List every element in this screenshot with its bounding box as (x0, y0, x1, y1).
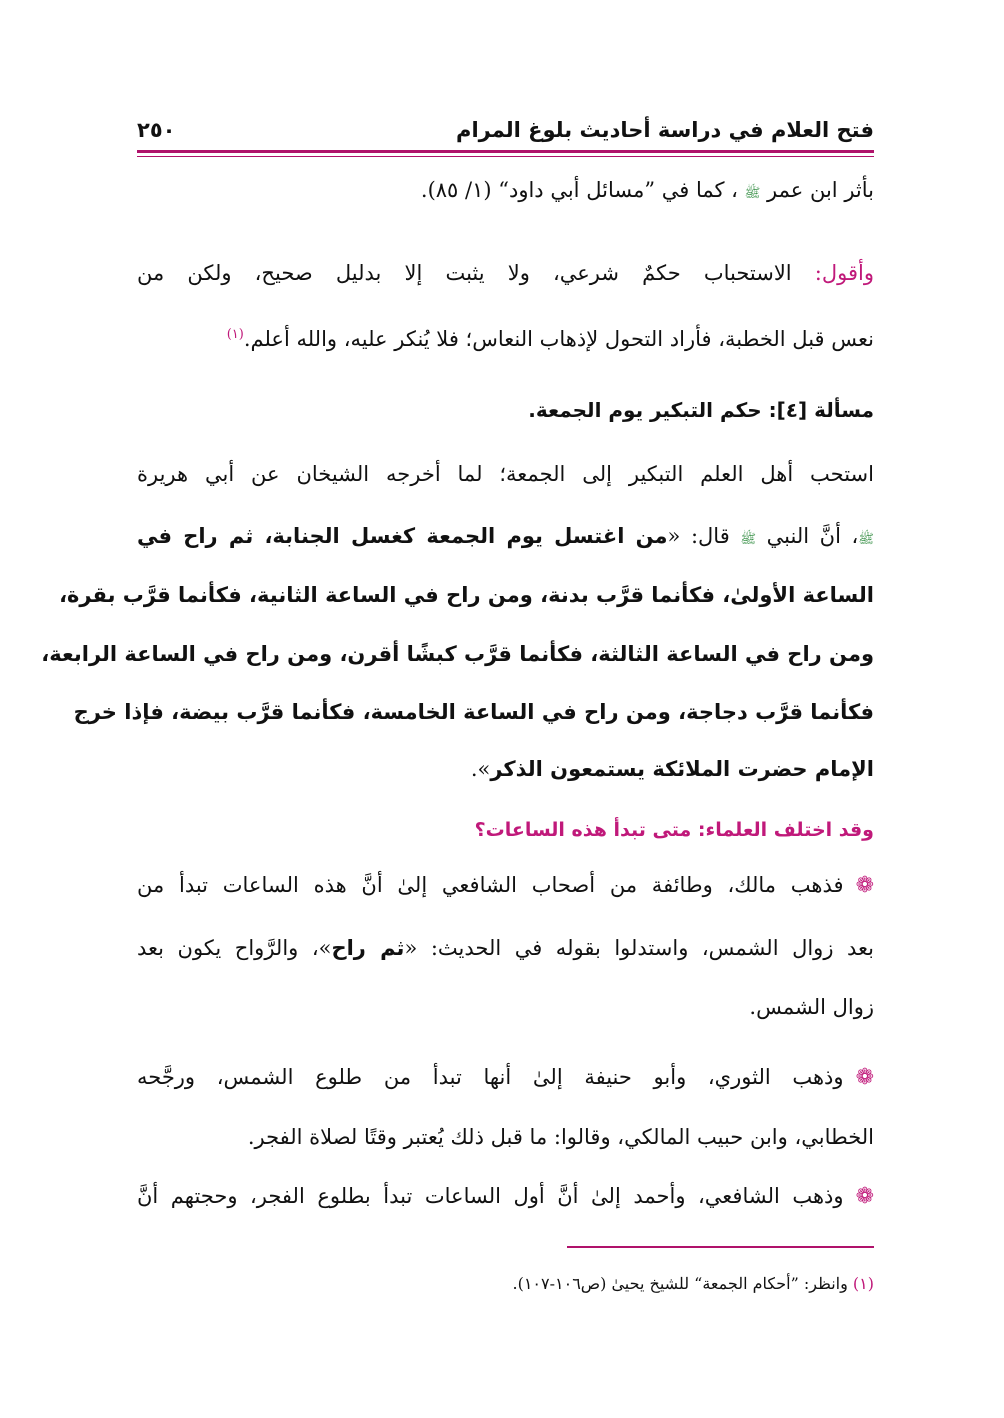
text-run: »، والرَّواح يكون بعد (137, 936, 332, 960)
sub-heading: وقد اختلف العلماء: متى تبدأ هذه الساعات؟ (474, 819, 874, 841)
text-line (227, 320, 874, 354)
bullet-line (137, 1062, 874, 1093)
text-line (421, 175, 874, 209)
heading-text: حكم التبكير يوم الجمعة. (528, 398, 769, 422)
hadith-text: ثم راح (331, 936, 405, 960)
text-line (137, 933, 874, 963)
hadith-text: فكأنما قرَّب دجاجة، ومن راح في الساعة الخامسة، فكأنما قرَّب بيضة، فإذا خرج (73, 700, 874, 724)
bullet-line (137, 870, 874, 901)
flower-bullet-icon: ❁ (855, 1065, 874, 1090)
hadith-text: من اغتسل يوم الجمعة كغسل الجنابة، ثم راح في (137, 524, 668, 548)
flower-bullet-icon: ❁ (855, 873, 874, 898)
header-rule-thick (137, 150, 874, 153)
text-line (137, 459, 874, 489)
bullet-line (137, 1181, 874, 1212)
text-run: زوال الشمس. (749, 995, 874, 1019)
text-run: بعد زوال الشمس، واستدلوا بقوله في الحديث: « (404, 936, 874, 960)
text-run: نعس قبل الخطبة، فأراد التحول لإذهاب النعاس؛ فلا يُنكر عليه، والله أعلم. (243, 327, 874, 351)
text-line (137, 521, 874, 555)
footnote-ref[interactable]: (١) (226, 327, 244, 342)
text-run: بأثر ابن عمر (767, 178, 874, 202)
text-line (59, 580, 874, 610)
text-line (471, 754, 874, 784)
text-run: فذهب مالك، وطائفة من أصحاب الشافعي إلىٰ أنَّ هذه الساعات تبدأ من (137, 873, 844, 897)
footnote-text: وانظر: ”أحكام الجمعة“ للشيخ يحيىٰ (ص١٠٦-١٠٧). (512, 1274, 853, 1293)
text-run: الاستحباب حكمٌ شرعي، ولا يثبت إلا بدليل صحيح، ولكن من (137, 261, 815, 285)
honorific-icon: ﷺ (744, 186, 761, 201)
text-run: ، أنَّ النبي (766, 524, 859, 548)
footnote-rule (567, 1246, 874, 1248)
text-line (248, 1122, 874, 1152)
text-line (749, 992, 874, 1022)
hadith-text: ومن راح في الساعة الثالثة، فكأنما قرَّب كبشًا أقرن، ومن راح في الساعة الرابعة، (41, 642, 874, 666)
text-line (41, 639, 874, 669)
text-line (73, 697, 874, 727)
text-run: وذهب الشافعي، وأحمد إلىٰ أنَّ أول الساعات تبدأ بطلوع الفجر، وحجتهم أنَّ (137, 1184, 844, 1208)
honorific-icon: ﷺ (740, 532, 757, 547)
text-run: الخطابي، وابن حبيب المالكي، وقالوا: ما قبل ذلك يُعتبر وقتًا لصلاة الفجر. (247, 1125, 874, 1149)
book-title: فتح العلام في دراسة أحاديث بلوغ المرام (456, 118, 874, 142)
section-heading (528, 395, 874, 425)
running-header (137, 118, 874, 152)
flower-bullet-icon: ❁ (855, 1184, 874, 1209)
header-rule-thin (137, 156, 874, 157)
lead-word: وأقول: (814, 261, 874, 285)
hadith-text: الساعة الأولىٰ، فكأنما قرَّب بدنة، ومن راح في الساعة الثانية، فكأنما قرَّب بقرة، (59, 583, 874, 607)
footnote (512, 1272, 874, 1296)
text-run: وذهب الثوري، وأبو حنيفة إلىٰ أنها تبدأ من طلوع الشمس، ورجَّحه (137, 1065, 844, 1089)
page-number: ٢٥٠ (137, 118, 176, 142)
honorific-icon: ﷺ (858, 532, 875, 547)
text-run: قال: « (667, 524, 741, 548)
text-run: استحب أهل العلم التبكير إلى الجمعة؛ لما أخرجه الشيخان عن أبي هريرة (137, 462, 874, 486)
heading-label: مسألة [٤]: (768, 398, 874, 422)
footnote-marker: (١) (852, 1274, 874, 1293)
text-line (137, 258, 874, 288)
text-run: ، كما في ”مسائل أبي داود“ (١/ ٨٥). (420, 178, 738, 202)
text-run: ». (470, 757, 491, 781)
hadith-text: الإمام حضرت الملائكة يستمعون الذكر (490, 757, 874, 781)
